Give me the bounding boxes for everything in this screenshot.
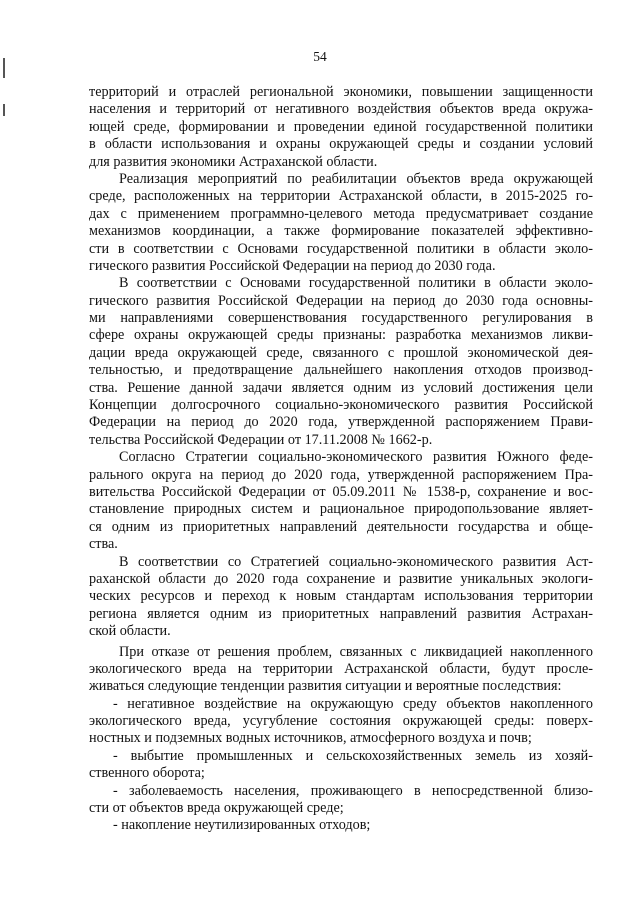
- paragraph: [89, 275, 593, 449]
- text-line: раханской области до 2020 года сохранение и развитие уникальных экологи-: [89, 570, 593, 587]
- text-line: дации вреда окружающей среде, связанного с прошлой экономической дея-: [89, 344, 593, 361]
- text-line: - выбытие промышленных и сельскохозяйственных земель из хозяй-: [113, 747, 593, 764]
- text-line: становление природных систем и рациональное природопользование являет-: [89, 501, 593, 518]
- text-line: региона является одним из приоритетных направлений развития Астрахан-: [89, 605, 593, 622]
- text-line: сти от объектов вреда окружающей среде;: [89, 800, 344, 817]
- paragraph: [89, 449, 593, 553]
- page-number: 54: [313, 49, 327, 64]
- text-line: - негативное воздействие на окружающую среду объектов накопленного: [113, 695, 593, 712]
- text-line: В соответствии с Основами государственной политики в области эколо-: [119, 275, 593, 292]
- text-line: живаться следующие тенденции развития ситуации и вероятные последствия:: [89, 678, 562, 695]
- text-line: ся одним из приоритетных направлений деятельности государства и обще-: [89, 518, 593, 535]
- text-line: - накопление неутилизированных отходов;: [113, 817, 371, 834]
- text-line: ющей среде, формировании и проведении единой государственной политики: [89, 118, 593, 135]
- text-line: Федерации на период до 2020 года, утвержденной распоряжением Прави-: [89, 414, 593, 431]
- text-line: гического развития Российской Федерации на период до 2030 года основны-: [89, 292, 593, 309]
- text-line: экологического вреда, усугубление состояния окружающей среды: поверх-: [89, 713, 593, 730]
- text-line: сти в соответствии с Основами государственной политики в области эколо-: [89, 240, 593, 257]
- text-line: для развития экономики Астраханской области.: [89, 153, 378, 170]
- text-line: вительства Российской Федерации от 05.09.2011 № 1538-р, сохранение и вос-: [89, 483, 593, 500]
- text-line: В соответствии со Стратегией социально-экономического развития Аст-: [119, 553, 593, 570]
- text-line: тельностью, и предотвращение дальнейшего накопления отходов производ-: [89, 362, 593, 379]
- text-line: Реализация мероприятий по реабилитации объектов вреда окружающей: [119, 170, 593, 187]
- paragraph: [89, 817, 593, 834]
- text-line: в области использования и охраны окружающей среды и создании условий: [89, 136, 593, 153]
- text-line: гического развития Российской Федерации на период до 2030 года.: [89, 257, 496, 274]
- text-line: - заболеваемость населения, проживающего в непосредственной близо-: [113, 782, 593, 799]
- scan-edge-mark: [3, 58, 5, 78]
- text-line: территорий и отраслей региональной экономики, повышении защищенности: [89, 84, 593, 100]
- text-line: экологического вреда на территории Астраханской области, будут просле-: [89, 660, 593, 677]
- paragraph: [89, 84, 593, 171]
- text-line: ства.: [89, 536, 118, 553]
- text-line: среде, расположенных на территории Астраханской области, в 2015-2025 го-: [89, 188, 593, 205]
- text-line: ностных и подземных водных источников, атмосферного воздуха и почв;: [89, 730, 532, 747]
- paragraph: [89, 696, 593, 748]
- text-line: тельства Российской Федерации от 17.11.2008 № 1662-р.: [89, 431, 433, 448]
- text-line: сфере охраны окружающей среды признаны: разработка механизмов ликви-: [89, 327, 593, 344]
- text-line: ства. Решение данной задачи является одним из условий достижения цели: [89, 379, 593, 396]
- document-body: [89, 84, 593, 835]
- text-line: Концепции долгосрочного социально-экономического развития Российской: [89, 397, 593, 414]
- text-line: рального округа на период до 2020 года, утвержденной распоряжением Пра-: [89, 466, 593, 483]
- paragraph: [89, 554, 593, 641]
- text-line: ческих ресурсов и переход к новым стандартам использования территории: [89, 588, 593, 605]
- text-line: дах с применением программно-целевого метода предусматривает создание: [89, 205, 593, 222]
- text-line: ственного оборота;: [89, 765, 205, 782]
- paragraph: [89, 171, 593, 275]
- paragraph: [89, 783, 593, 818]
- scan-edge-mark: [3, 104, 5, 116]
- paragraph: [89, 644, 593, 696]
- text-line: механизмов координации, а также формирование показателей эффективно-: [89, 223, 593, 240]
- text-line: Согласно Стратегии социально-экономического развития Южного феде-: [119, 449, 593, 466]
- text-line: При отказе от решения проблем, связанных с ликвидацией накопленного: [119, 643, 593, 660]
- paragraph: [89, 748, 593, 783]
- text-line: ми направлениями совершенствования государственного регулирования в: [89, 310, 593, 327]
- text-line: населения и территорий от негативного воздействия объектов вреда окружа-: [89, 101, 593, 118]
- text-line: ской области.: [89, 623, 171, 640]
